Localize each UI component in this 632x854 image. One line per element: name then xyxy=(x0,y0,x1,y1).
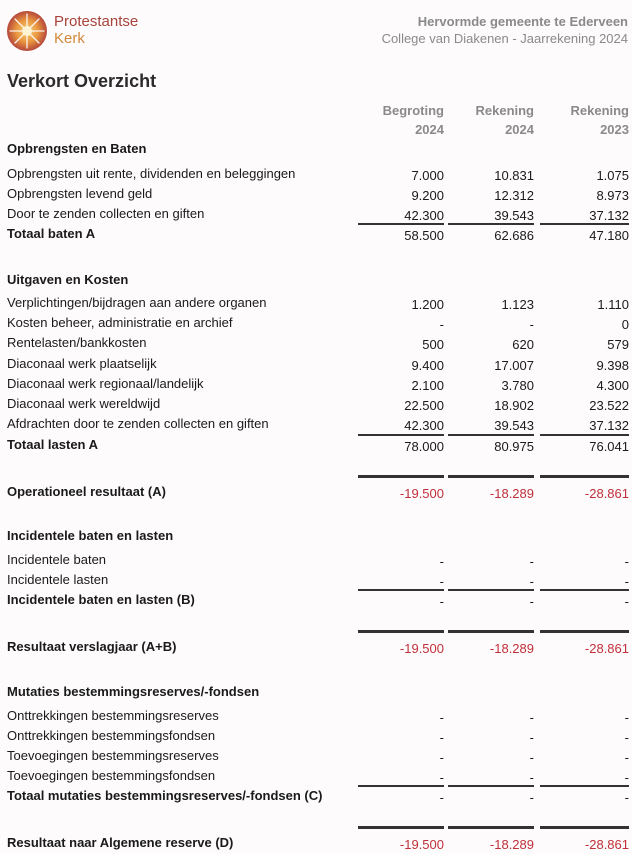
value-rekening-2024: - xyxy=(529,710,534,725)
value-rekening-2023: 8.973 xyxy=(596,188,629,203)
value-begroting-2024: 500 xyxy=(422,337,444,352)
value-begroting-2024: - xyxy=(439,554,444,569)
row-label: Resultaat naar Algemene reserve (D) xyxy=(7,835,234,850)
value-rekening-2024: 3.780 xyxy=(501,378,534,393)
table-row xyxy=(0,185,632,205)
row-label: Incidentele baten en lasten (B) xyxy=(7,592,195,607)
column-header-line1: Rekening xyxy=(570,103,629,118)
column-header-line2: 2024 xyxy=(505,122,534,137)
column-header-line1: Begroting xyxy=(382,103,444,118)
value-rekening-2023: 9.398 xyxy=(596,358,629,373)
value-begroting-2024: 42.300 xyxy=(404,208,444,223)
value-begroting-2024: - xyxy=(439,750,444,765)
column-header-line1: Rekening xyxy=(475,103,534,118)
value-rekening-2023: - xyxy=(624,750,629,765)
value-rekening-2024: 10.831 xyxy=(494,168,534,183)
value-begroting-2024: -19.500 xyxy=(399,641,444,656)
result-rule xyxy=(358,826,444,829)
value-rekening-2024: - xyxy=(529,554,534,569)
brand-line-2: Kerk xyxy=(54,30,85,47)
value-begroting-2024: -19.500 xyxy=(399,486,444,501)
value-rekening-2023: - xyxy=(624,554,629,569)
column-header-line2: 2024 xyxy=(415,122,444,137)
value-rekening-2024: -18.289 xyxy=(489,486,534,501)
total-rule xyxy=(448,589,534,591)
value-rekening-2023: 76.041 xyxy=(589,439,629,454)
total-rule xyxy=(358,223,444,225)
total-rule xyxy=(358,434,444,436)
document-subtitle: College van Diakenen - Jaarrekening 2024 xyxy=(381,31,628,46)
row-label: Opbrengsten levend geld xyxy=(7,186,153,201)
total-row xyxy=(0,787,632,807)
total-row xyxy=(0,591,632,611)
value-begroting-2024: 42.300 xyxy=(404,418,444,433)
value-begroting-2024: - xyxy=(439,770,444,785)
value-begroting-2024: 22.500 xyxy=(404,398,444,413)
value-rekening-2024: - xyxy=(529,790,534,805)
row-label: Onttrekkingen bestemmingsfondsen xyxy=(7,728,216,743)
row-label: Verplichtingen/bijdragen aan andere organen xyxy=(7,295,267,310)
result-rule xyxy=(448,826,534,829)
total-rule xyxy=(540,434,629,436)
value-rekening-2023: -28.861 xyxy=(584,641,629,656)
value-rekening-2023: 1.110 xyxy=(597,297,629,312)
table-row xyxy=(0,707,632,727)
value-rekening-2023: 37.132 xyxy=(589,208,629,223)
value-rekening-2024: - xyxy=(529,574,534,589)
value-rekening-2023: 579 xyxy=(607,337,629,352)
row-label: Rentelasten/bankkosten xyxy=(7,335,147,350)
value-rekening-2024: 620 xyxy=(512,337,534,352)
result-row xyxy=(0,834,632,854)
value-rekening-2023: - xyxy=(624,710,629,725)
value-begroting-2024: 78.000 xyxy=(404,439,444,454)
value-rekening-2023: - xyxy=(624,730,629,745)
row-label: Opbrengsten uit rente, dividenden en beleggingen xyxy=(7,166,296,181)
table-row xyxy=(0,727,632,747)
value-begroting-2024: - xyxy=(439,730,444,745)
table-row xyxy=(0,205,632,225)
total-rule xyxy=(358,785,444,787)
row-label: Diaconaal werk wereldwijd xyxy=(7,396,161,411)
table-row xyxy=(0,375,632,395)
value-rekening-2023: 47.180 xyxy=(589,228,629,243)
value-rekening-2024: - xyxy=(529,770,534,785)
value-rekening-2023: 23.522 xyxy=(589,398,629,413)
table-row xyxy=(0,551,632,571)
table-row xyxy=(0,355,632,375)
table-row xyxy=(0,415,632,435)
result-rule xyxy=(358,630,444,633)
value-rekening-2023: - xyxy=(624,594,629,609)
brand-name xyxy=(54,13,138,47)
value-rekening-2024: - xyxy=(529,594,534,609)
organization-name: Hervormde gemeente te Ederveen xyxy=(417,14,628,29)
value-rekening-2023: 0 xyxy=(621,317,629,332)
table-row xyxy=(0,767,632,787)
value-begroting-2024: -19.500 xyxy=(399,837,444,852)
result-rule xyxy=(540,826,629,829)
row-label: Diaconaal werk regionaal/landelijk xyxy=(7,376,204,391)
value-rekening-2024: 62.686 xyxy=(494,228,534,243)
value-rekening-2024: - xyxy=(529,750,534,765)
value-rekening-2024: 80.975 xyxy=(494,439,534,454)
section-title: Uitgaven en Kosten xyxy=(7,272,129,287)
row-label: Totaal lasten A xyxy=(7,437,99,452)
value-begroting-2024: 9.400 xyxy=(411,358,444,373)
result-row xyxy=(0,638,632,658)
value-rekening-2024: 39.543 xyxy=(494,208,534,223)
brand-line-1: Protestantse xyxy=(54,13,139,30)
value-rekening-2024: 39.543 xyxy=(494,418,534,433)
row-label: Totaal mutaties bestemmingsreserves/-fondsen (C) xyxy=(7,788,323,803)
value-begroting-2024: 9.200 xyxy=(411,188,444,203)
value-rekening-2023: - xyxy=(624,790,629,805)
result-rule xyxy=(358,475,444,478)
row-label: Toevoegingen bestemmingsreserves xyxy=(7,748,219,763)
value-rekening-2023: - xyxy=(624,770,629,785)
table-row xyxy=(0,747,632,767)
value-begroting-2024: - xyxy=(439,710,444,725)
page-title: Verkort Overzicht xyxy=(7,71,157,91)
section-title: Opbrengsten en Baten xyxy=(7,141,147,156)
table-row xyxy=(0,395,632,415)
total-row xyxy=(0,225,632,245)
value-rekening-2024: - xyxy=(529,730,534,745)
total-rule xyxy=(358,589,444,591)
value-rekening-2023: 4.300 xyxy=(596,378,629,393)
value-begroting-2024: 2.100 xyxy=(411,378,444,393)
value-rekening-2023: -28.861 xyxy=(584,486,629,501)
value-begroting-2024: - xyxy=(439,317,444,332)
value-begroting-2024: - xyxy=(439,594,444,609)
column-header-rekening-2023 xyxy=(540,101,629,139)
value-begroting-2024: - xyxy=(439,574,444,589)
protestantse-kerk-logo xyxy=(6,10,48,52)
row-label: Toevoegingen bestemmingsfondsen xyxy=(7,768,216,783)
section-heading xyxy=(0,527,632,547)
value-rekening-2023: 1.075 xyxy=(596,168,629,183)
row-label: Incidentele lasten xyxy=(7,572,109,587)
section-title: Mutaties bestemmingsreserves/-fondsen xyxy=(7,684,260,699)
section-title: Incidentele baten en lasten xyxy=(7,528,174,543)
row-label: Resultaat verslagjaar (A+B) xyxy=(7,639,177,654)
total-rule xyxy=(540,223,629,225)
total-rule xyxy=(448,434,534,436)
row-label: Diaconaal werk plaatselijk xyxy=(7,356,157,371)
row-label: Totaal baten A xyxy=(7,226,96,241)
row-label: Kosten beheer, administratie en archief xyxy=(7,315,233,330)
value-begroting-2024: 7.000 xyxy=(411,168,444,183)
value-rekening-2024: 17.007 xyxy=(494,358,534,373)
column-header-begroting-2024 xyxy=(358,101,444,139)
table-row xyxy=(0,165,632,185)
result-rule xyxy=(540,475,629,478)
value-begroting-2024: 1.200 xyxy=(411,297,444,312)
section-heading xyxy=(0,140,632,160)
section-heading xyxy=(0,271,632,291)
row-label: Door te zenden collecten en giften xyxy=(7,206,205,221)
result-row xyxy=(0,483,632,503)
value-rekening-2023: - xyxy=(624,574,629,589)
table-row xyxy=(0,294,632,314)
document-header xyxy=(382,13,628,47)
value-rekening-2024: 12.312 xyxy=(494,188,534,203)
row-label: Afdrachten door te zenden collecten en giften xyxy=(7,416,269,431)
result-rule xyxy=(540,630,629,633)
total-rule xyxy=(448,785,534,787)
value-begroting-2024: 58.500 xyxy=(404,228,444,243)
total-rule xyxy=(540,785,629,787)
column-header-rekening-2024 xyxy=(448,101,534,139)
row-label: Incidentele baten xyxy=(7,552,107,567)
table-row xyxy=(0,334,632,354)
value-begroting-2024: - xyxy=(439,790,444,805)
value-rekening-2024: 1.123 xyxy=(501,297,534,312)
value-rekening-2024: - xyxy=(529,317,534,332)
value-rekening-2024: -18.289 xyxy=(489,837,534,852)
column-header-line2: 2023 xyxy=(600,122,629,137)
row-label: Onttrekkingen bestemmingsreserves xyxy=(7,708,219,723)
table-row xyxy=(0,314,632,334)
section-heading xyxy=(0,683,632,703)
value-rekening-2023: 37.132 xyxy=(589,418,629,433)
result-rule xyxy=(448,475,534,478)
value-rekening-2024: 18.902 xyxy=(494,398,534,413)
value-rekening-2024: -18.289 xyxy=(489,641,534,656)
total-rule xyxy=(448,223,534,225)
row-label: Operationeel resultaat (A) xyxy=(7,484,166,499)
value-rekening-2023: -28.861 xyxy=(584,837,629,852)
total-row xyxy=(0,436,632,456)
table-row xyxy=(0,571,632,591)
result-rule xyxy=(448,630,534,633)
total-rule xyxy=(540,589,629,591)
